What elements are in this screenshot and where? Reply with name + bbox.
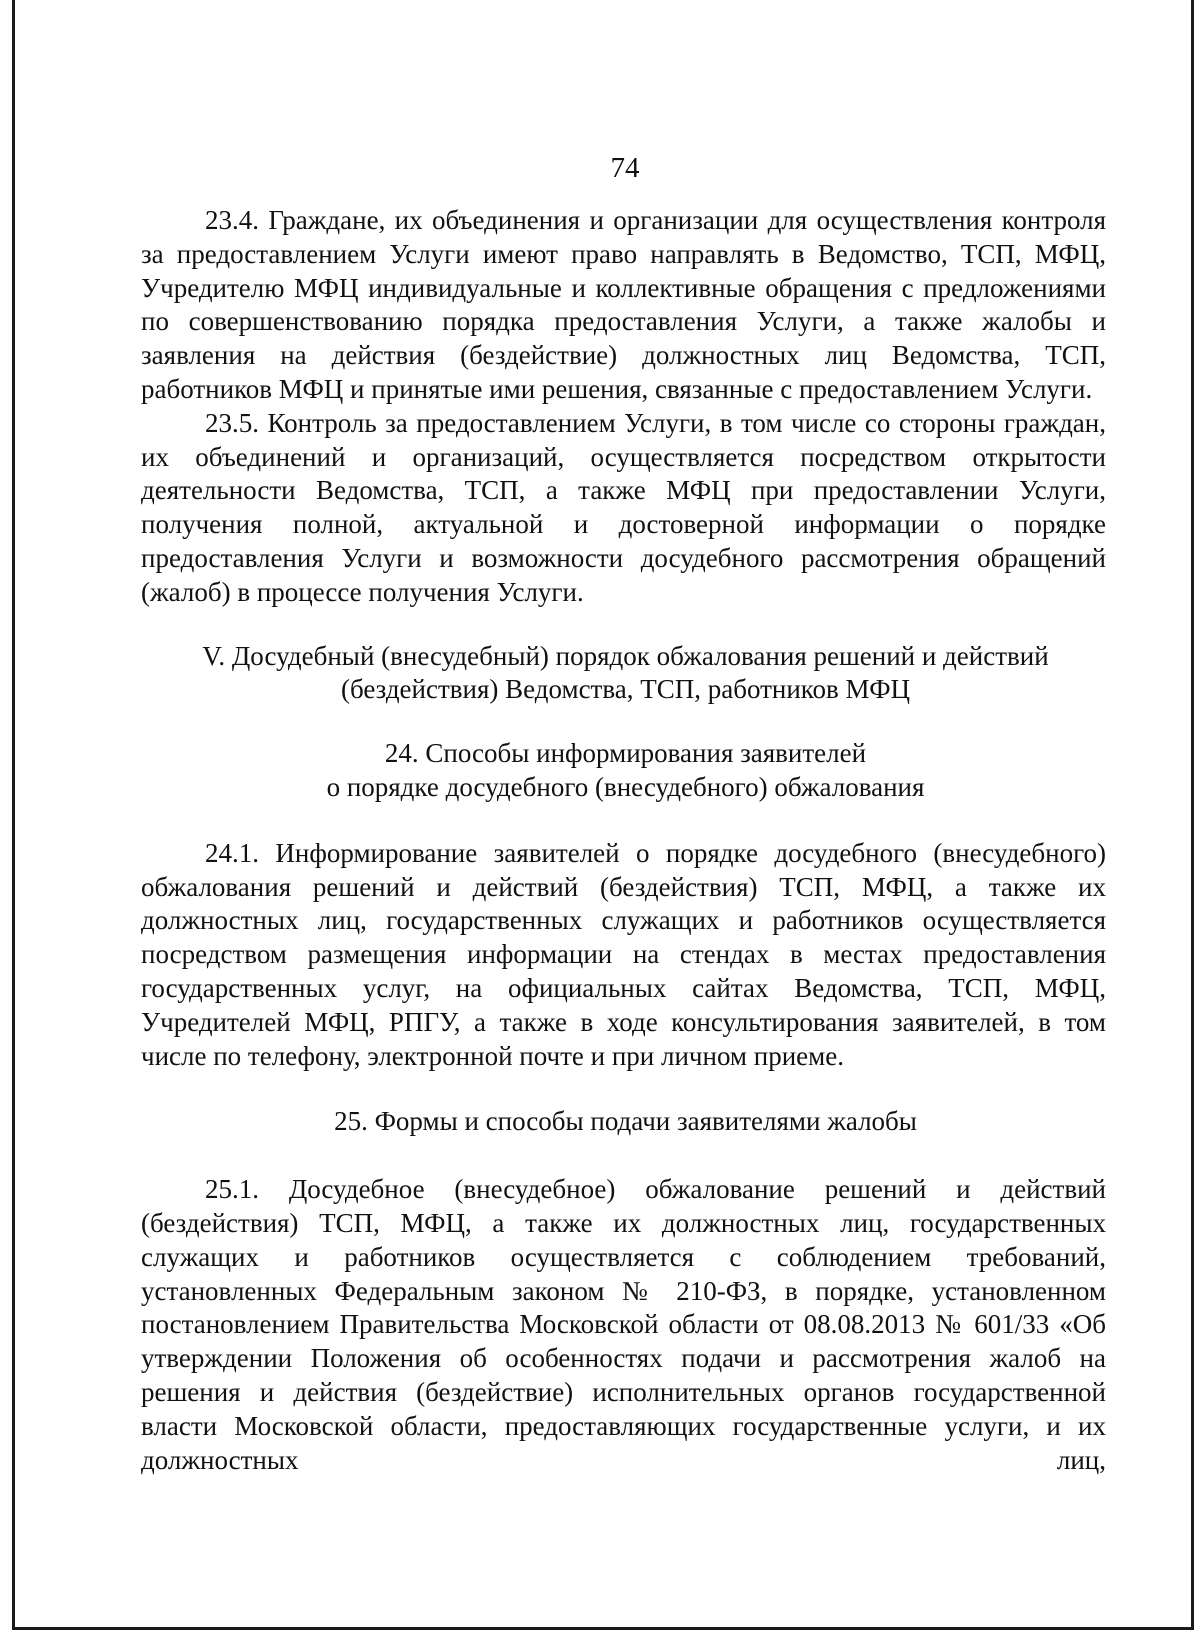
subsection-25-heading-line1: 25. Формы и способы подачи заявителями жалобы bbox=[334, 1106, 917, 1137]
document-body bbox=[141, 204, 1106, 1477]
paragraph-23-5: 23.5. Контроль за предоставлением Услуги, в том числе со стороны граждан, их объединений и организаций, осуществляется посредством открытости деятельности Ведомства, ТСП, а также МФЦ при предоставлении Услуги, получения полной, актуальной и достоверной информации о порядке предоставления Услуги и возможности досудебного рассмотрения обращений (жалоб) в процессе получения Услуги. bbox=[141, 407, 1106, 607]
subsection-24-heading-line2: о порядке досудебного (внесудебного) обжалования bbox=[326, 771, 925, 802]
subsection-24-heading-line1: 24. Способы информирования заявителей bbox=[384, 738, 867, 769]
subsection-24-heading bbox=[0, 737, 1110, 805]
section-v-heading-line1: V. Досудебный (внесудебный) порядок обжалования решений и действий bbox=[202, 640, 1049, 671]
paragraph-25-1: 25.1. Досудебное (внесудебное) обжалование решений и действий (бездействия) ТСП, МФЦ, а также их должностных лиц, государственных служащих и работников осуществляется с соблюдением требований, установленных Федеральным законом № 210-ФЗ, в порядке, установленном постановлением Правительства Московской области от 08.08.2013 № 601/33 «Об утверждении Положения об особенностях подачи и рассмотрения жалоб на решения и действия (бездействие) исполнительных органов государственной власти Московской области, предоставляющих государственные услуги, и их должностных лиц, bbox=[141, 1174, 1106, 1475]
section-v-heading bbox=[0, 640, 1110, 708]
paragraph-23-4: 23.4. Граждане, их объединения и организации для осуществления контроля за предоставлением Услуги имеют право направлять в Ведомство, ТСП, МФЦ, Учредителю МФЦ индивидуальные и коллективные обращения с предложениями по совершенствованию порядка предоставления Услуги, а также жалобы и заявления на действия (бездействие) должностных лиц Ведомства, ТСП, работников МФЦ и принятые ими решения, связанные с предоставлением Услуги. bbox=[141, 205, 1106, 404]
page-number: 74 bbox=[610, 152, 640, 184]
section-v-heading-line2: (бездействия) Ведомства, ТСП, работников МФЦ bbox=[340, 674, 911, 705]
subsection-25-heading bbox=[0, 1105, 1110, 1139]
paragraph-24-1: 24.1. Информирование заявителей о порядке досудебного (внесудебного) обжалования решений и действий (бездействия) ТСП, МФЦ, а также их должностных лиц, государственных служащих и работников осуществляется посредством размещения информации на стендах в местах предоставления государственных услуг, на официальных сайтах Ведомства, ТСП, МФЦ, Учредителей МФЦ, РПГУ, а также в ходе консультирования заявителей, в том числе по телефону, электронной почте и при личном приеме. bbox=[141, 837, 1106, 1071]
